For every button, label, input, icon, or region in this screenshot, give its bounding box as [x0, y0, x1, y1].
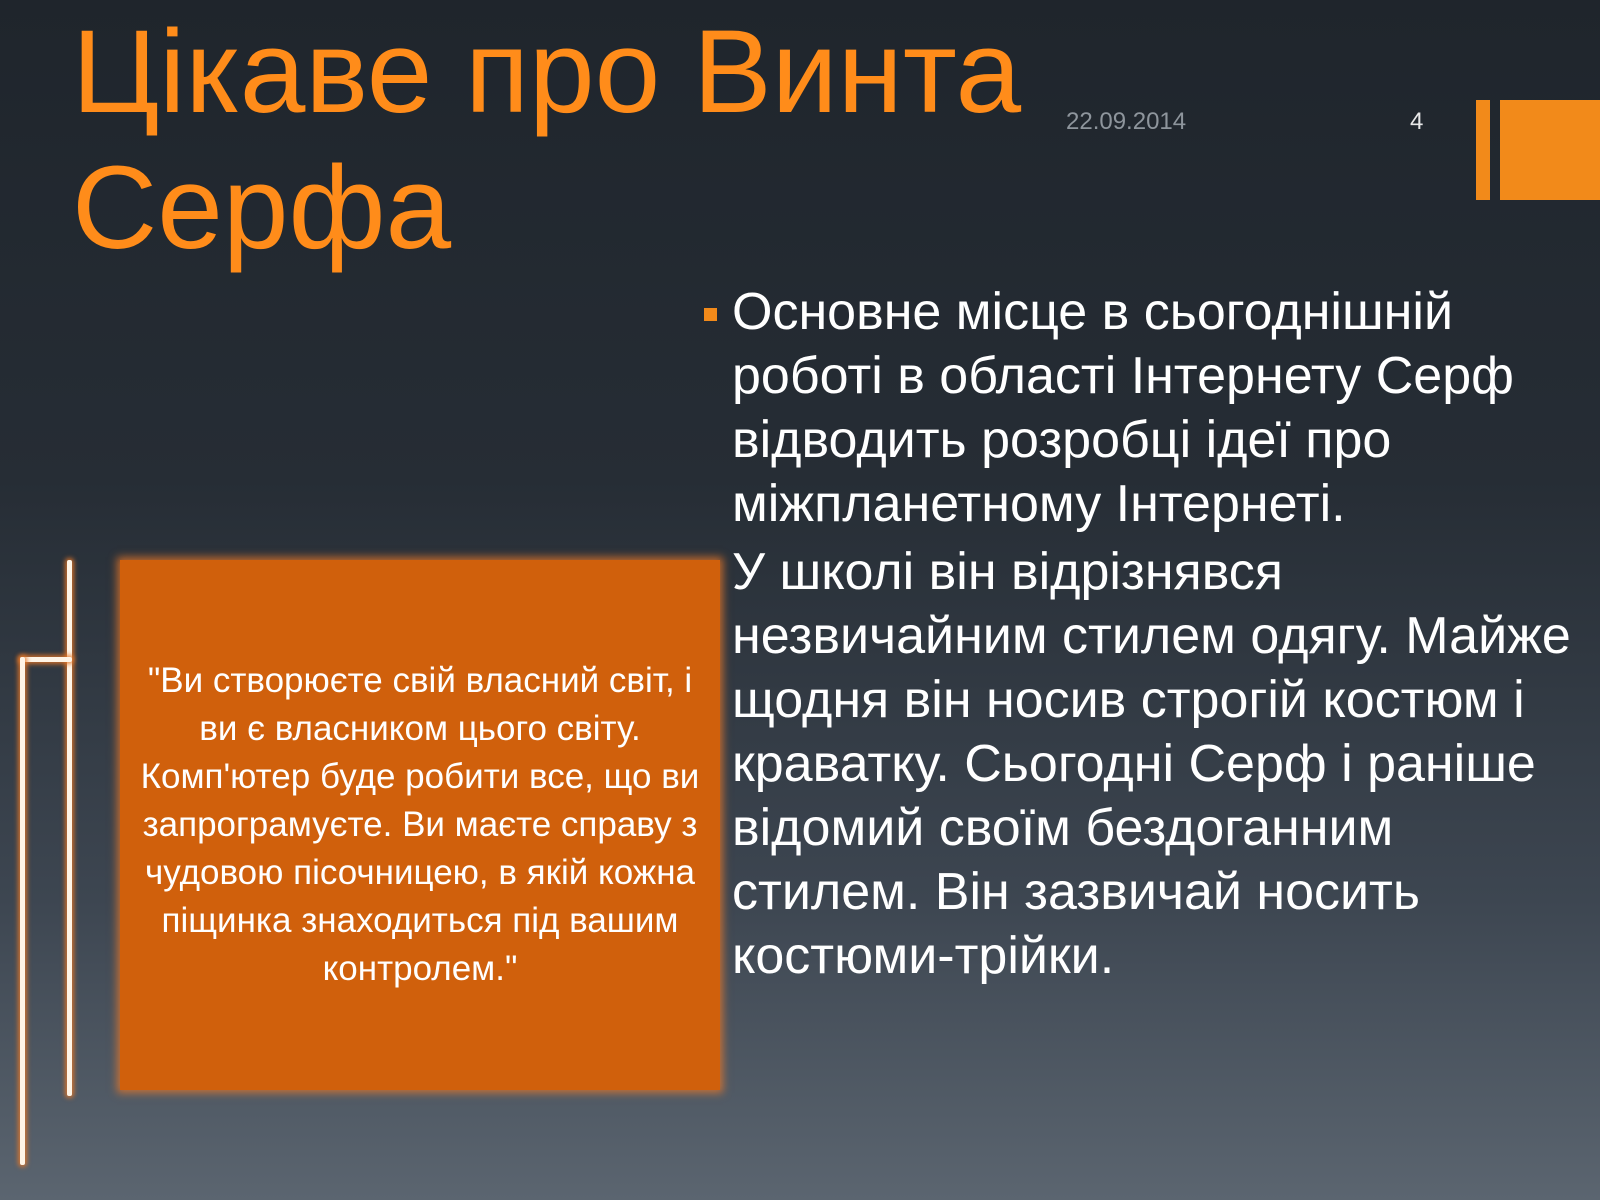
slide-title: Цікаве про Винта Серфа	[72, 6, 1022, 274]
quote-box	[120, 560, 720, 1090]
body-text-list	[700, 280, 1580, 992]
paragraph	[700, 540, 1580, 988]
paragraph-text: У школі він відрізнявся незвичайним стилем одягу. Майже щодня він носив строгій костюм і краватку. Сьогодні Серф і раніше відомий своїм бездоганним стилем. Він зазвичай носить костюми-трійки.	[732, 543, 1571, 985]
square-bullet-icon	[704, 308, 717, 321]
accent-bar-thin	[1476, 100, 1490, 200]
deco-line-vertical-left	[20, 657, 25, 1165]
accent-block	[1500, 100, 1600, 200]
slide-number: 4	[1410, 108, 1424, 135]
bullet-paragraph	[700, 280, 1580, 536]
quote-text: "Ви створюєте свій власний світ, і ви є власником цього світу. Комп'ютер буде робити все, що ви запрограмуєте. Ви маєте справу з чудовою пісочницею, в якій кожна піщинка знаходиться під вашим контролем."	[140, 661, 700, 988]
deco-line-horizontal	[20, 657, 72, 662]
paragraph-text: Основне місце в сьогоднішній роботі в області Інтернету Серф відводить розробці ідеї про міжпланетному Інтернеті.	[732, 283, 1514, 533]
deco-line-vertical-right	[67, 560, 72, 1096]
slide-date: 22.09.2014	[1066, 108, 1187, 135]
